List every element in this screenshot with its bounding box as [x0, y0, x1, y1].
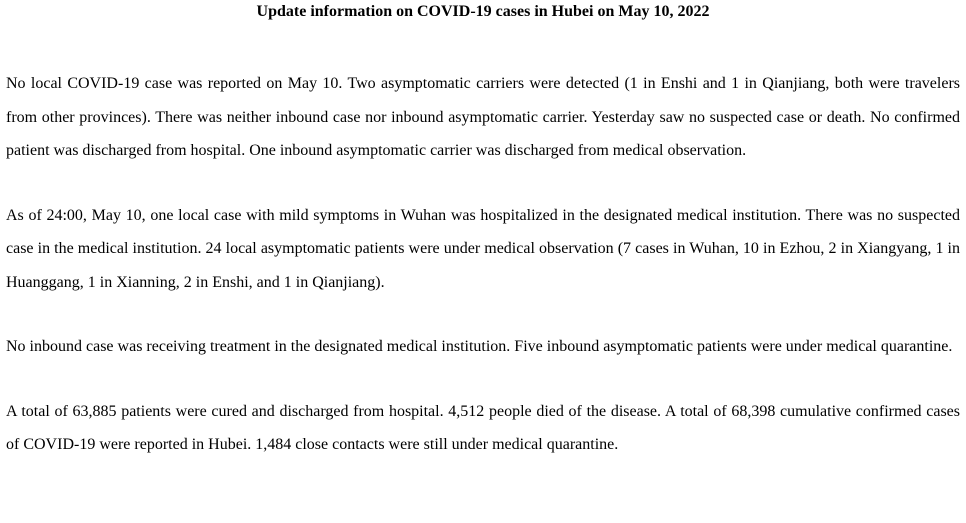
paragraph-current-status: As of 24:00, May 10, one local case with mild symptoms in Wuhan was hospitalized in the designated medical institution. There was no suspected case in the medical institution. 24 local asymptomatic patients were under medical observation (7 cases in Wuhan, 10 in Ezhou, 2 in Xiangyang, 1 in Huanggang, 1 in Xianning, 2 in Enshi, and 1 in Qianjiang). — [6, 206, 960, 291]
paragraph-daily-summary: No local COVID-19 case was reported on May 10. Two asymptomatic carriers were detected (1 in Enshi and 1 in Qianjiang, both were travelers from other provinces). There was neither inbound case nor inbound asymptomatic carrier. Yesterday saw no suspected case or death. No confirmed patient was discharged from hospital. One inbound asymptomatic carrier was discharged from medical observation. — [6, 75, 960, 159]
paragraph-inbound-status: No inbound case was receiving treatment in the designated medical institution. Five inbound asymptomatic patients were under medical quarantine. — [6, 338, 953, 355]
document-title: Update information on COVID-19 cases in Hubei on May 10, 2022 — [256, 3, 710, 20]
paragraph-cumulative-totals: A total of 63,885 patients were cured and discharged from hospital. 4,512 people died of the disease. A total of 68,398 cumulative confirmed cases of COVID-19 were reported in Hubei. 1,484 close contacts were still under medical quarantine. — [6, 402, 960, 453]
